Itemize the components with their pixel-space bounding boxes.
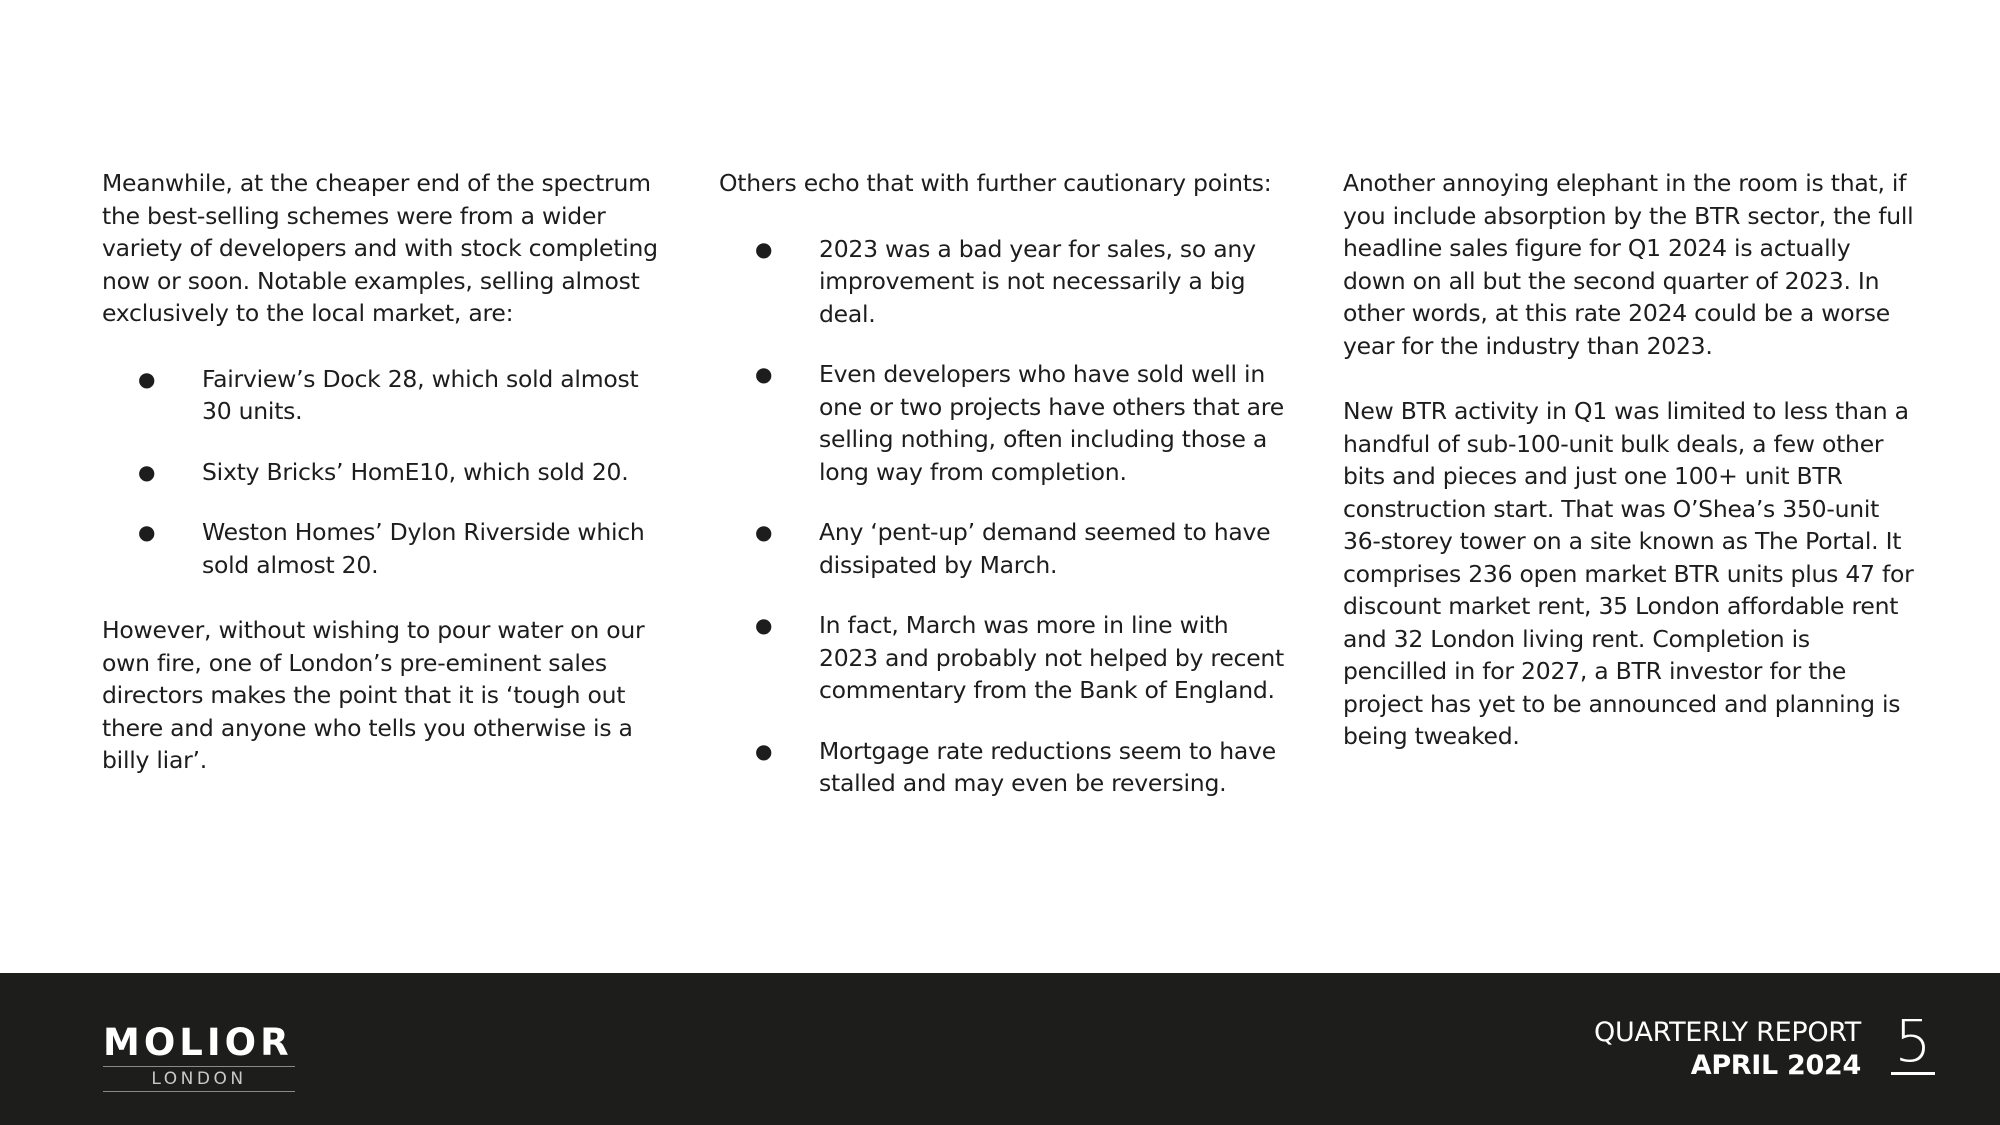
list-item (719, 516, 1289, 581)
cautionary-points-list (719, 233, 1289, 800)
column-left (102, 167, 670, 810)
list-item (102, 363, 670, 428)
bullet-icon: ● (755, 613, 773, 637)
list-item-text: Weston Homes’ Dylon Riverside which sold almost 20. (202, 518, 645, 579)
column-middle (719, 167, 1289, 833)
list-item-text: Any ‘pent-up’ demand seemed to have dissipated by March. (819, 518, 1271, 579)
bullet-icon: ● (755, 362, 773, 386)
intro-paragraph: Meanwhile, at the cheaper end of the spectrum the best-selling schemes were from a wider variety of developers and with stock completing now or soon. Notable examples, selling almost exclusively to the local market, are: (102, 169, 658, 327)
paragraph-elephant: Another annoying elephant in the room is that, if you include absorption by the BTR sector, the full headline sales figure for Q1 2024 is actually down on all but the second quarter of 2023. In other words, at this rate 2024 could be a worse year for the industry than 2023. (1343, 169, 1914, 360)
molior-london-logo (103, 1023, 295, 1092)
report-label: QUARTERLY REPORT (1594, 1017, 1861, 1048)
bullet-icon: ● (755, 236, 773, 261)
list-item (102, 456, 670, 489)
bullet-icon: ● (755, 738, 773, 763)
list-item (719, 358, 1289, 488)
intro-paragraph: Others echo that with further cautionary points: (719, 169, 1272, 197)
bullet-icon: ● (755, 520, 773, 544)
list-item-text: Fairview’s Dock 28, which sold almost 30 units. (202, 364, 639, 425)
closing-paragraph: However, without wishing to pour water on our own fire, one of London’s pre-eminent sales directors makes the point that it is ‘tough out there and anyone who tells you otherwise is a billy liar’. (102, 616, 645, 774)
logo-divider (103, 1091, 295, 1092)
page-number: 5 (1891, 1010, 1935, 1075)
report-info (1594, 1016, 1861, 1082)
list-item-text: Even developers who have sold well in one or two projects have others that are selling nothing, often including those a long way from completion. (819, 360, 1284, 486)
list-item-text: Mortgage rate reductions seem to have stalled and may even be reversing. (819, 736, 1276, 797)
list-item (719, 233, 1289, 331)
bullet-icon: ● (138, 366, 156, 391)
list-item (102, 516, 670, 581)
paragraph-btr-activity: New BTR activity in Q1 was limited to less than a handful of sub-100-unit bulk deals, a few other bits and pieces and just one 100+ unit BTR construction start. That was O’Shea’s 350-unit 36-storey tower on a site known as The Portal. It comprises 236 open market BTR units plus 47 for discount market rent, 35 London affordable rent and 32 London living rent. Completion is pencilled in for 2027, a BTR investor for the project has yet to be announced and planning is being tweaked. (1343, 397, 1914, 750)
bullet-icon: ● (138, 459, 156, 484)
list-item (719, 735, 1289, 800)
list-item-text: Sixty Bricks’ HomE10, which sold 20. (202, 457, 629, 486)
list-item (719, 609, 1289, 707)
list-item-text: In fact, March was more in line with 2023 and probably not helped by recent commentary from the Bank of England. (819, 611, 1285, 704)
logo-subtitle: LONDON (151, 1069, 247, 1089)
report-date: APRIL 2024 (1690, 1050, 1861, 1081)
logo-wordmark: MOLIOR (103, 1021, 293, 1064)
bullet-icon: ● (138, 520, 156, 544)
footer-bar (0, 973, 2000, 1125)
examples-list (102, 363, 670, 582)
column-right (1343, 167, 1918, 786)
list-item-text: 2023 was a bad year for sales, so any improvement is not necessarily a big deal. (819, 234, 1256, 328)
